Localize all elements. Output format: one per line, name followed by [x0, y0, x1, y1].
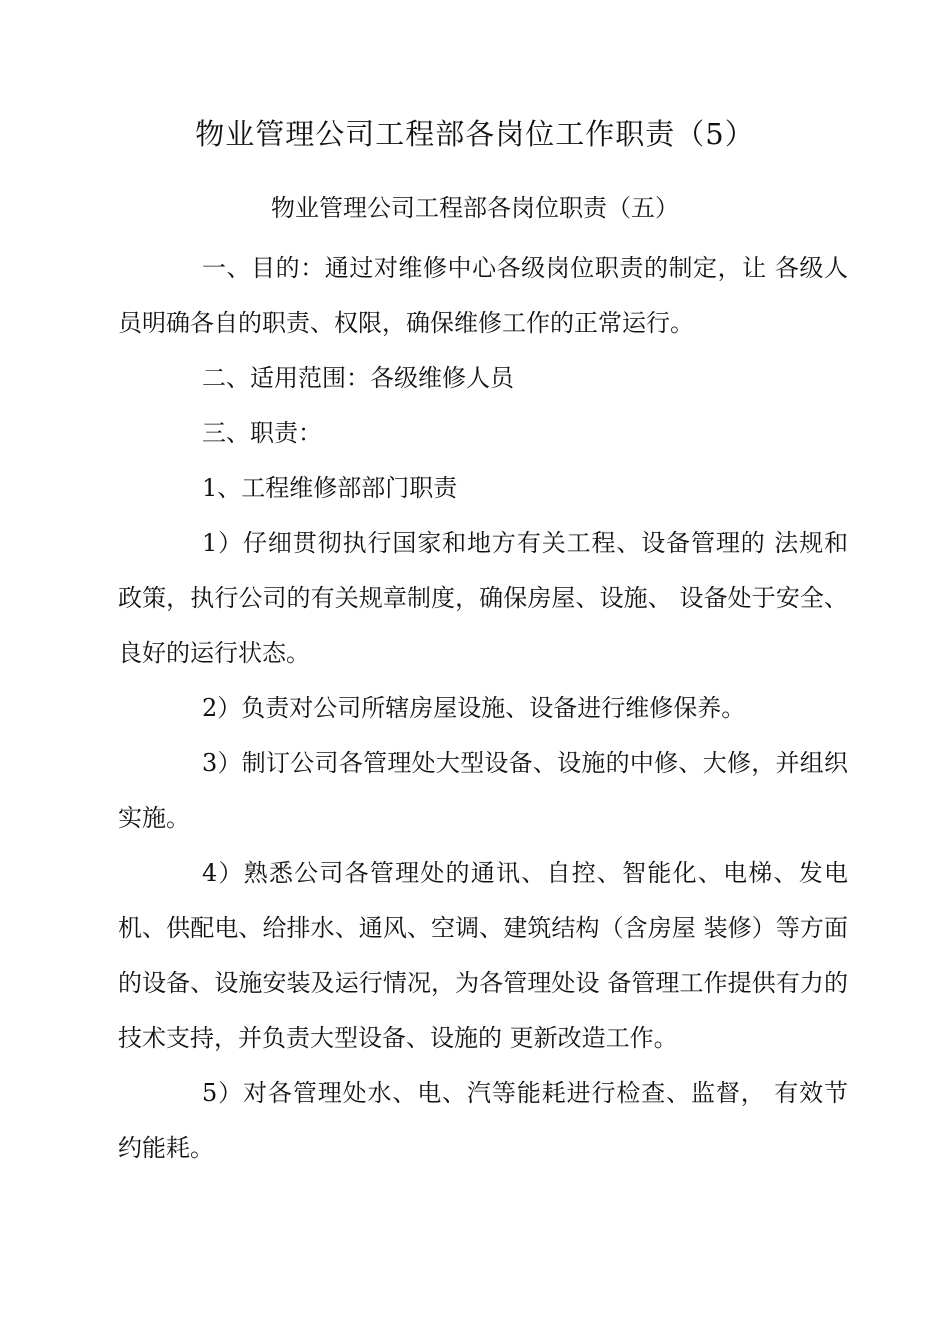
- paragraph-duty-1: 1）仔细贯彻执行国家和地方有关工程、设备管理的 法规和政策，执行公司的有关规章制度，确保房屋、设施、 设备处于安全、良好的运行状态。: [118, 529, 848, 667]
- paragraph-duty-2: 2）负责对公司所辖房屋设施、设备进行维修保养。: [202, 694, 746, 722]
- paragraph-duty-5: 5）对各管理处水、电、汽等能耗进行检查、监督， 有效节约能耗。: [118, 1079, 848, 1162]
- document-title: 物业管理公司工程部各岗位工作职责（5）: [195, 117, 755, 151]
- paragraph-duty-3: 3）制订公司各管理处大型设备、设施的中修、大修，并组织实施。: [118, 749, 848, 832]
- paragraph-duties-heading: 三、职责：: [202, 419, 322, 447]
- document-subtitle: 物业管理公司工程部各岗位职责（五）: [271, 194, 679, 222]
- paragraph-purpose: 一、目的：通过对维修中心各级岗位职责的制定，让 各级人员明确各自的职责、权限，确保维修工作的正常运行。: [118, 254, 848, 337]
- paragraph-duty-4: 4）熟悉公司各管理处的通讯、自控、智能化、电梯、发电机、供配电、给排水、通风、空调、建筑结构（含房屋 装修）等方面的设备、设施安装及运行情况，为各管理处设 备管理工作提供有力的技术支持，并负责大型设备、设施的 更新改造工作。: [118, 859, 848, 1052]
- paragraph-scope: 二、适用范围：各级维修人员: [202, 364, 514, 392]
- document-body: [118, 241, 848, 1176]
- paragraph-department-duties: 1、工程维修部部门职责: [202, 474, 458, 502]
